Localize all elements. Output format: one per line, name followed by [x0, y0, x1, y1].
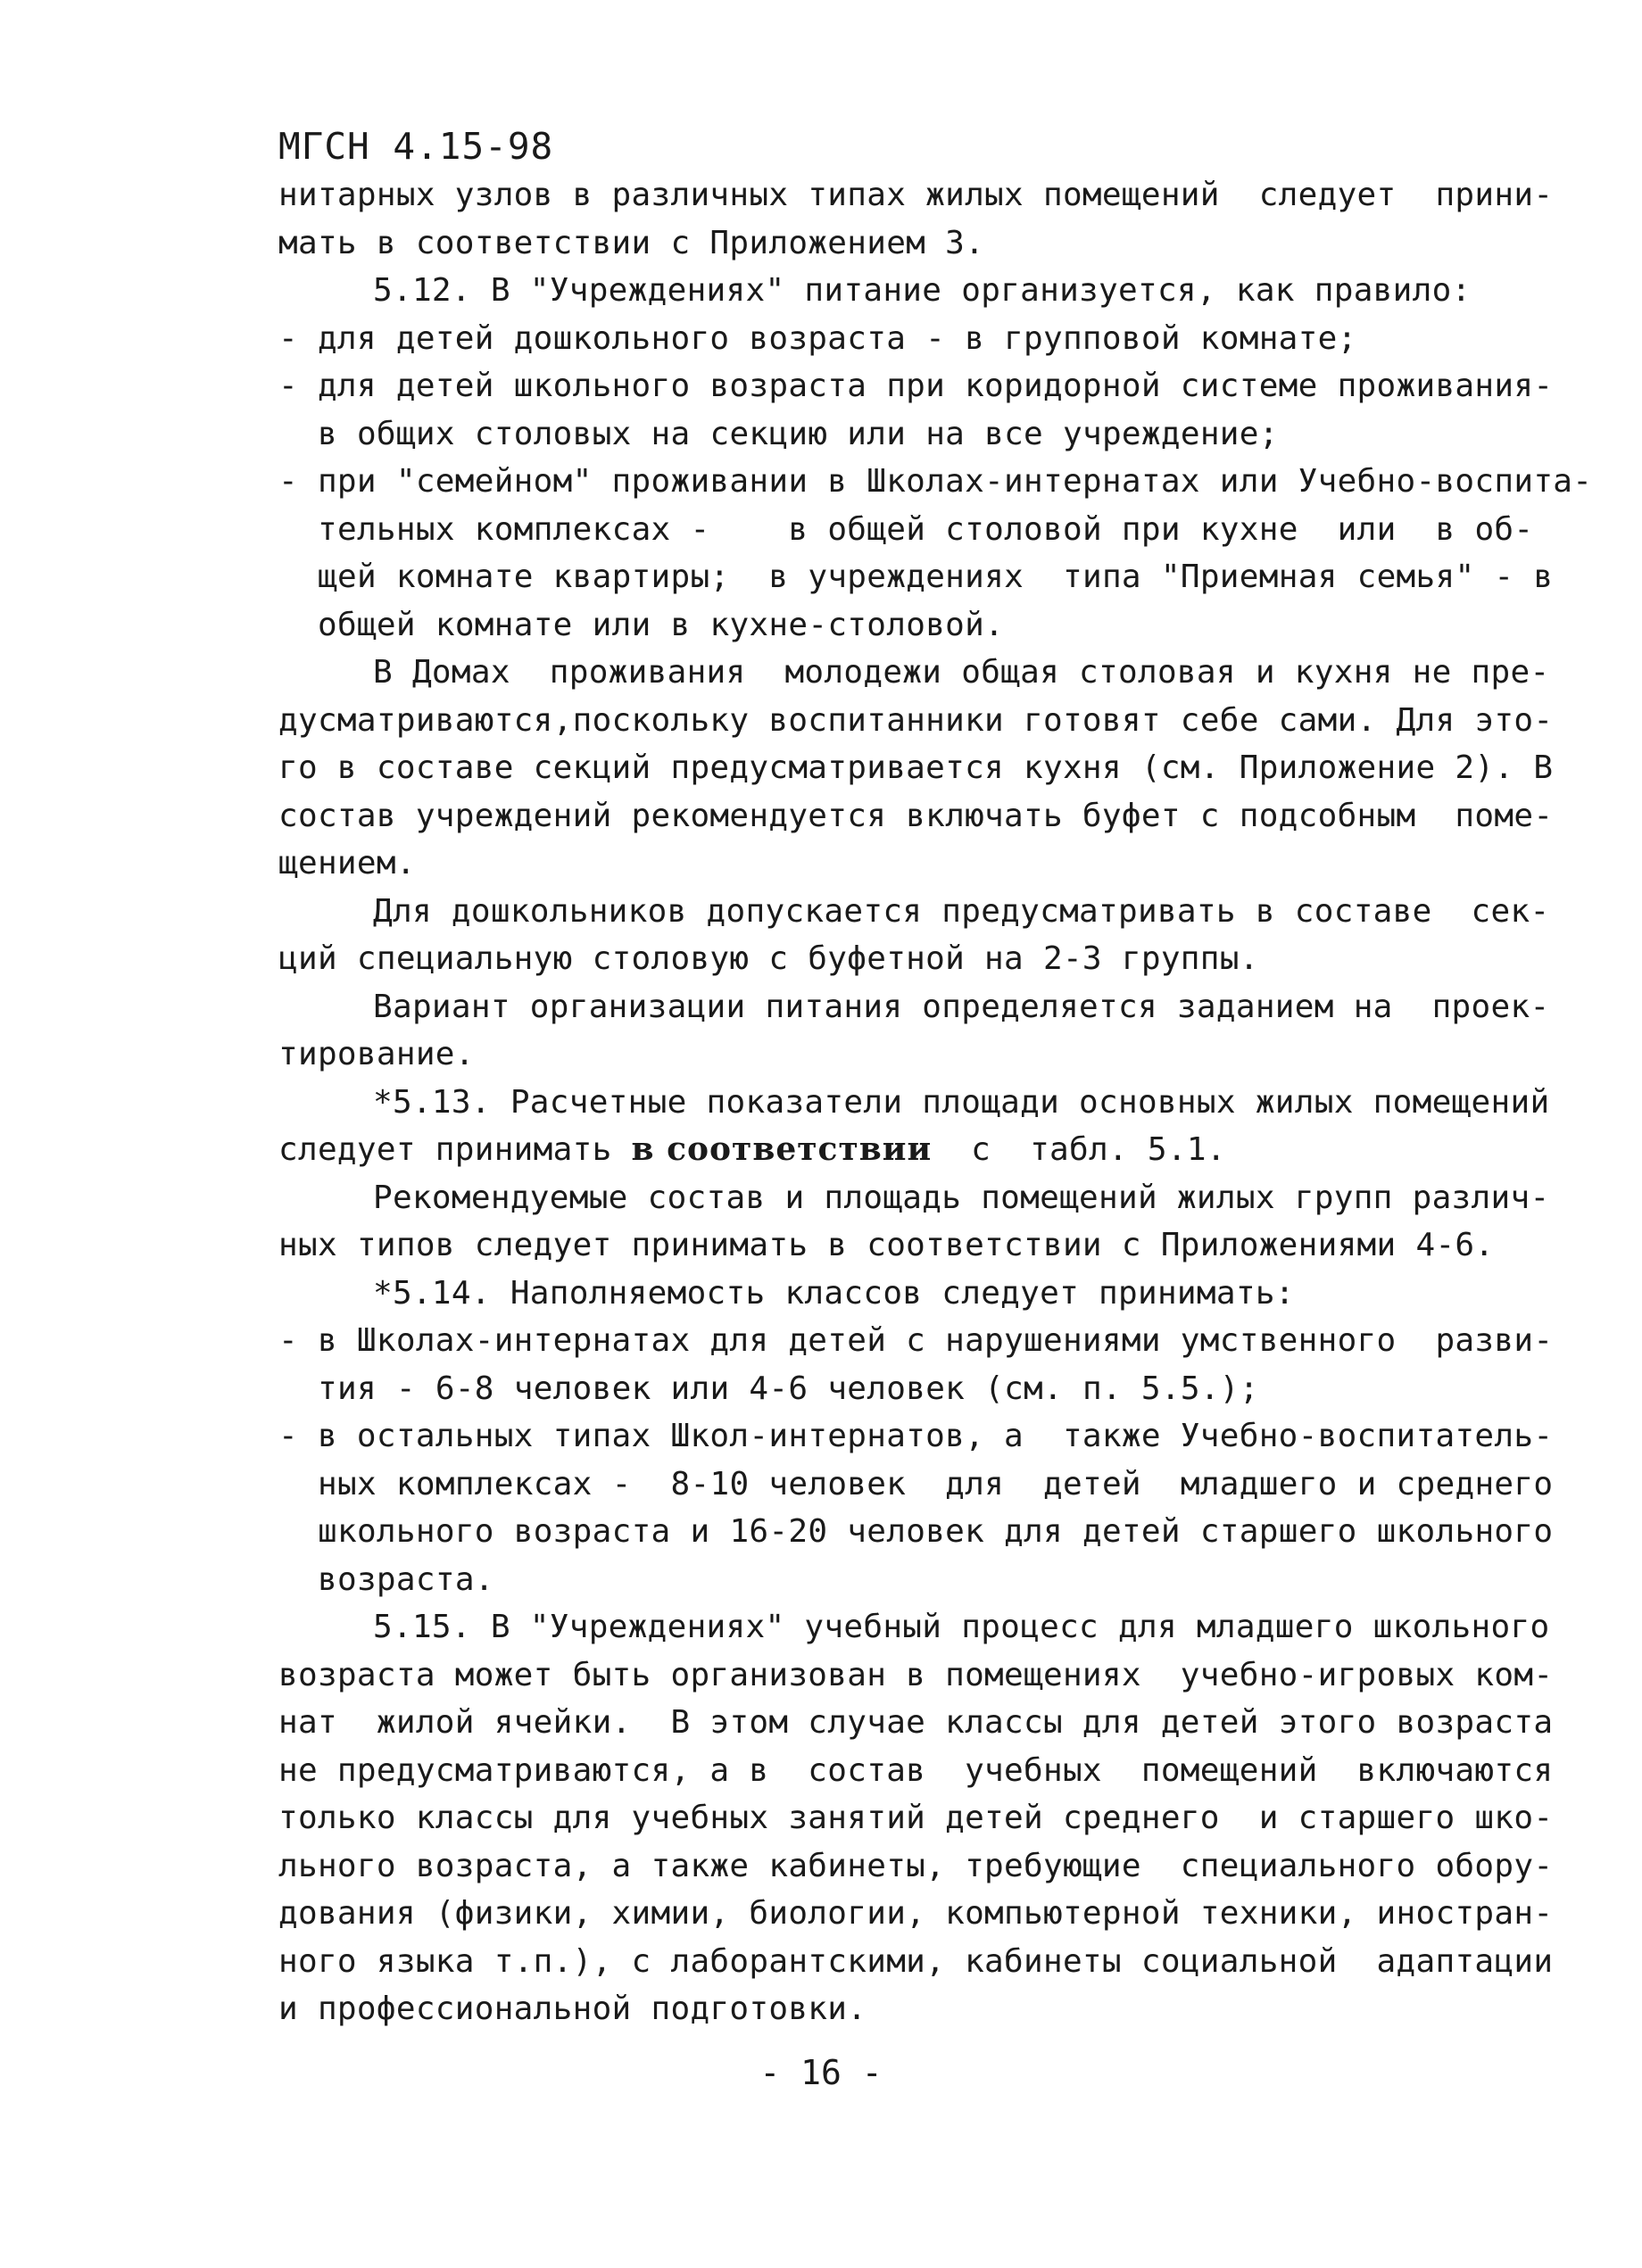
- list-item-continuation: тельных комплексах - в общей столовой при кухне или в об-: [318, 510, 1534, 548]
- text-line-emphasis: [278, 1126, 1523, 1174]
- text-line: льного возраста, а также кабинеты, требующие специального обору-: [278, 1847, 1554, 1884]
- text-line: ных типов следует принимать в соответствии с Приложениями 4-6.: [278, 1227, 1495, 1263]
- list-item: - для детей школьного возраста при коридорной системе проживания-: [278, 368, 1554, 404]
- list-item-continuation: тия - 6-8 человек или 4-6 человек (см. п. 5.5.);: [318, 1370, 1259, 1407]
- text-line: и профессиональной подготовки.: [278, 1991, 867, 2027]
- text-line: нитарных узлов в различных типах жилых помещений следует прини-: [278, 177, 1554, 213]
- document-code-header: МГСН 4.15-98: [278, 125, 554, 168]
- text-line: ций специальную столовую с буфетной на 2-3 группы.: [278, 940, 1259, 977]
- paragraph-preschool: Для дошкольников допускается предусматривать в составе сек-: [373, 892, 1550, 930]
- text-line: мать в соответствии с Приложением 3.: [278, 224, 985, 261]
- paragraph-variant: Вариант организации питания определяется заданием на проек-: [373, 988, 1550, 1025]
- paragraph-5-15: 5.15. В "Учреждениях" учебный процесс для младшего школьного: [373, 1609, 1550, 1645]
- paragraph-5-13: *5.13. Расчетные показатели площади основных жилых помещений: [373, 1083, 1550, 1121]
- text-line: го в составе секций предусматривается кухня (см. Приложение 2). В: [278, 749, 1554, 786]
- text-fragment: следует принимать: [278, 1131, 632, 1168]
- text-line: не предусматриваются, а в состав учебных помещений включаются: [278, 1751, 1554, 1789]
- text-line: только классы для учебных занятий детей среднего и старшего шко-: [278, 1800, 1554, 1836]
- text-fragment: с табл. 5.1.: [932, 1131, 1226, 1168]
- page-number: - 16 -: [759, 2053, 883, 2092]
- text-line: состав учреждений рекомендуется включать буфет с подсобным поме-: [278, 797, 1554, 834]
- text-line: возраста может быть организован в помещениях учебно-игровых ком-: [278, 1656, 1554, 1693]
- text-line: ного языка т.п.), с лаборантскими, кабинеты социальной адаптации: [278, 1942, 1554, 1980]
- paragraph-youth-homes: В Домах проживания молодежи общая столовая и кухня не пре-: [373, 654, 1550, 691]
- list-item-continuation: общей комнате или в кухне-столовой.: [318, 606, 1005, 643]
- list-item-continuation: школьного возраста и 16-20 человек для детей старшего школьного: [318, 1513, 1554, 1550]
- document-page: [278, 123, 1593, 2033]
- text-line: дусматриваются,поскольку воспитанники готовят себе сами. Для это-: [278, 701, 1554, 739]
- list-item-continuation: возраста.: [318, 1560, 494, 1598]
- list-item-continuation: ных комплексах - 8-10 человек для детей младшего и среднего: [318, 1465, 1554, 1502]
- list-item: - в Школах-интернатах для детей с нарушениями умственного разви-: [278, 1322, 1554, 1359]
- list-item-continuation: щей комнате квартиры; в учреждениях типа "Приемная семья" - в: [318, 559, 1554, 595]
- emphasized-text: в соответствии: [631, 1130, 933, 1168]
- text-line: тирование.: [278, 1036, 475, 1072]
- list-item-continuation: в общих столовых на секцию или на все учреждение;: [318, 415, 1279, 452]
- list-item: - при "семейном" проживании в Школах-интернатах или Учебно-воспита-: [278, 463, 1593, 500]
- list-item: - в остальных типах Школ-интернатов, а также Учебно-воспитатель-: [278, 1418, 1554, 1454]
- paragraph-5-14: *5.14. Наполняемость классов следует принимать:: [373, 1274, 1295, 1312]
- paragraph-recommended: Рекомендуемые состав и площадь помещений жилых групп различ-: [373, 1179, 1550, 1216]
- text-line: щением.: [278, 845, 416, 882]
- text-line: дования (физики, химии, биологии, компьютерной техники, иностран-: [278, 1895, 1554, 1932]
- list-item: - для детей дошкольного возраста - в групповой комнате;: [278, 319, 1357, 357]
- paragraph-5-12: 5.12. В "Учреждениях" питание организуется, как правило:: [373, 272, 1472, 309]
- text-line: нат жилой ячейки. В этом случае классы для детей этого возраста: [278, 1704, 1554, 1741]
